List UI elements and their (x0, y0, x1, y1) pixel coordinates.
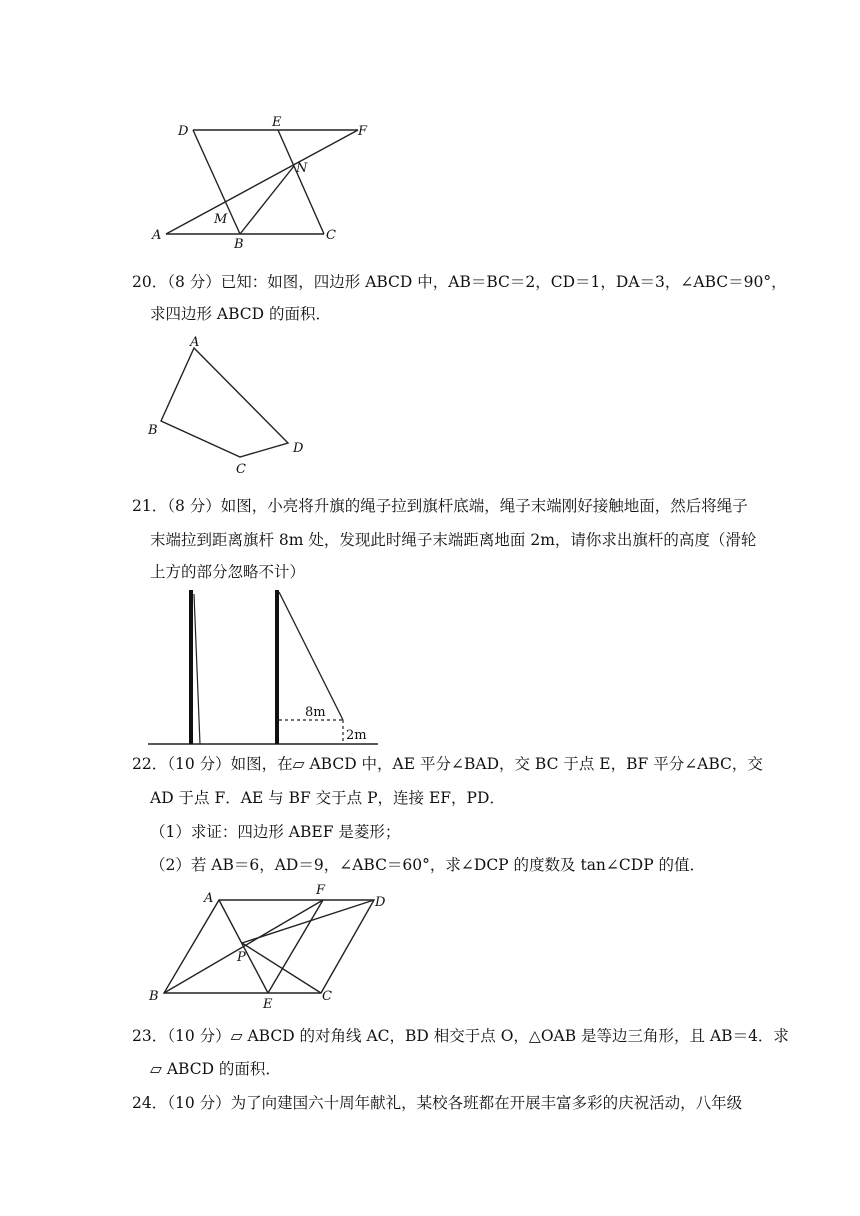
q22-line2: AD 于点 F．AE 与 BF 交于点 P，连接 EF，PD． (150, 789, 505, 807)
q22-line1: 22．（10 分）如图，在▱ ABCD 中，AE 平分∠BAD，交 BC 于点 E，BF 平分∠ABC，交 (132, 755, 763, 773)
segment-BN (240, 166, 294, 234)
label-D: D (178, 124, 189, 139)
label-D: D (293, 441, 304, 456)
label-B: B (148, 423, 158, 438)
label-N: N (296, 161, 308, 176)
parallelogram-ABCD (164, 900, 374, 993)
label-A: A (204, 891, 214, 906)
q21-figure-svg (148, 588, 380, 748)
label-A: A (152, 228, 162, 243)
label-F: F (316, 883, 326, 898)
label-E: E (263, 997, 273, 1012)
q21-line3: 上方的部分忽略不计） (150, 563, 306, 581)
q22-figure (146, 882, 396, 1012)
q20-line2: 求四边形 ABCD 的面积． (150, 305, 332, 323)
label-8m: 8m (305, 705, 326, 720)
label-B: B (149, 989, 159, 1004)
segment-PC (242, 943, 321, 993)
label-D: D (375, 895, 386, 910)
q21-figure (148, 588, 380, 748)
label-A: A (190, 335, 200, 350)
segment-EC (278, 130, 324, 234)
label-C: C (236, 462, 246, 476)
segment-PD (242, 900, 374, 943)
label-E: E (272, 115, 282, 130)
segment-EF (268, 900, 323, 993)
q24-line1: 24．（10 分）为了向建国六十周年献礼，某校各班都在开展丰富多彩的庆祝活动，八年级 (132, 1094, 743, 1112)
label-C: C (322, 989, 332, 1004)
q20-figure (145, 334, 315, 476)
label-B: B (234, 237, 244, 252)
segment-AF (166, 130, 358, 234)
q21-line2: 末端拉到距离旗杆 8m 处，发现此时绳子末端距离地面 2m，请你求出旗杆的高度（滑轮 (150, 531, 757, 549)
q22-part1: （1）求证：四边形 ABEF 是菱形； (150, 823, 401, 841)
q20-figure-svg (145, 334, 315, 476)
label-2m: 2m (346, 728, 367, 743)
q20-line1: 20．（8 分）已知：如图，四边形 ABCD 中，AB＝BC＝2，CD＝1，DA＝3，∠ABC＝90°， (132, 273, 787, 291)
rope-left (194, 594, 200, 744)
q19-figure-svg (148, 112, 373, 252)
q21-line1: 21．（8 分）如图，小亮将升旗的绳子拉到旗杆底端，绳子末端刚好接触地面，然后将绳子 (132, 497, 748, 515)
rope-right (279, 592, 343, 720)
q19-figure (148, 112, 373, 252)
label-F: F (358, 124, 368, 139)
q22-figure-svg (146, 882, 396, 1012)
label-P: P (237, 950, 246, 965)
label-M: M (214, 212, 228, 227)
q22-part2: （2）若 AB＝6，AD＝9，∠ABC＝60°，求∠DCP 的度数及 tan∠CDP 的值． (150, 856, 706, 874)
q23-line1: 23．（10 分）▱ ABCD 的对角线 AC，BD 相交于点 O，△OAB 是等边三角形，且 AB＝4．求 (132, 1027, 789, 1045)
quadrilateral-ABCD (161, 348, 288, 457)
q23-line2: ▱ ABCD 的面积． (150, 1060, 281, 1078)
label-C: C (326, 228, 336, 243)
